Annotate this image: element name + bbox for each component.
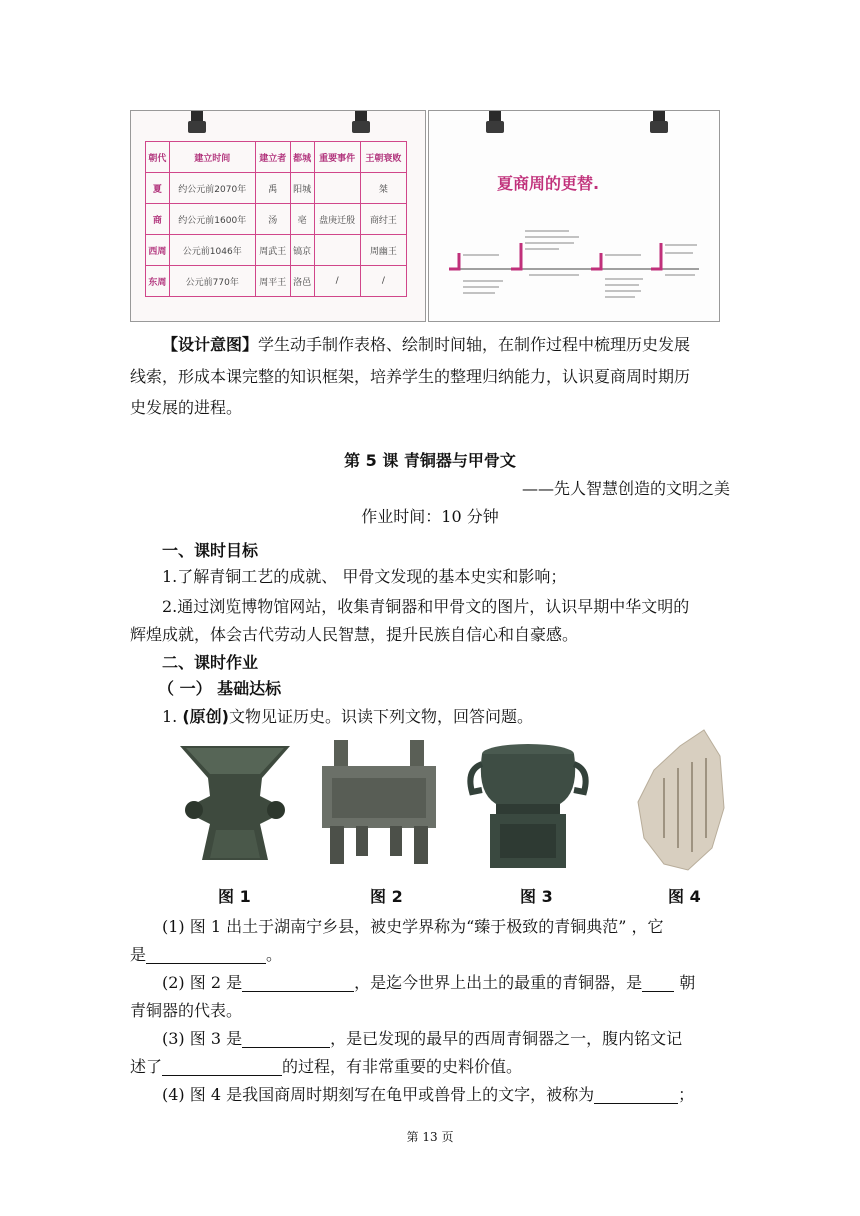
table-cell: 周幽王	[360, 235, 406, 266]
question-1b-mid: ，是迄今世界上出土的最重的青铜器，是	[354, 973, 643, 992]
design-intent	[162, 330, 732, 359]
table-cell: 洛邑	[290, 266, 314, 297]
binder-clip-icon	[191, 110, 203, 133]
design-intent-line1: 学生动手制作表格、绘制时间轴，在制作过程中梳理历史发展	[258, 335, 691, 354]
timeline-title: 夏商周的更替.	[497, 174, 600, 193]
table-cell: 亳	[290, 204, 314, 235]
question-1c-pre2: 述了	[130, 1057, 163, 1076]
question-1a-pre: 是	[130, 945, 147, 964]
question-1-number: 1.	[162, 707, 178, 726]
answer-blank-1b-1[interactable]	[242, 973, 354, 992]
binder-clip-icon	[653, 110, 665, 133]
question-1d-pre: (4) 图 4 是我国商周时期刻写在龟甲或兽骨上的文字，被称为	[162, 1085, 595, 1104]
page-number: 第 13 页	[406, 1130, 454, 1144]
figure-caption-1: 图 1	[218, 887, 251, 906]
table-row	[146, 173, 407, 204]
table-cell: 夏	[146, 173, 170, 204]
answer-blank-1a[interactable]	[146, 945, 266, 964]
table-cell: /	[314, 266, 360, 297]
question-1a-line2	[130, 940, 282, 969]
table-cell: 建立者	[255, 142, 290, 173]
question-1-intro	[162, 702, 533, 731]
figure-caption-3: 图 3	[520, 887, 553, 906]
table-cell: 东周	[146, 266, 170, 297]
lesson-title: 第 5 课 青铜器与甲骨文	[344, 451, 516, 470]
table-cell: 周平王	[255, 266, 290, 297]
goal-item-2-line2: 辉煌成就，体会古代劳动人民智慧，提升民族自信心和自豪感。	[130, 625, 579, 644]
design-intent-line3: 史发展的进程。	[130, 398, 243, 417]
figure-caption-4: 图 4	[668, 887, 701, 906]
figure-2-ding-vessel	[316, 738, 442, 866]
table-row	[146, 235, 407, 266]
timeline-drawing	[429, 211, 720, 322]
table-cell: 禹	[255, 173, 290, 204]
table-cell: 汤	[255, 204, 290, 235]
subsection-basic: （ 一） 基础达标	[158, 679, 282, 698]
answer-blank-1b-2[interactable]	[642, 973, 674, 992]
table-cell: 公元前1046年	[169, 235, 255, 266]
section-heading-goals: 一、课时目标	[162, 541, 259, 560]
table-row	[146, 266, 407, 297]
question-1c-line1	[162, 1024, 682, 1053]
table-row	[146, 142, 407, 173]
binder-clip-icon	[355, 110, 367, 133]
table-cell: 商	[146, 204, 170, 235]
table-cell: 王朝衰败	[360, 142, 406, 173]
lesson-subtitle: ——先人智慧创造的文明之美	[521, 479, 730, 498]
handwritten-table	[145, 141, 407, 297]
figure-3-gui-vessel	[466, 740, 590, 870]
table-cell: 西周	[146, 235, 170, 266]
question-1c-mid: ，是已发现的最早的西周青铜器之一，腹内铭文记	[330, 1029, 683, 1048]
answer-blank-1c-1[interactable]	[242, 1029, 330, 1048]
question-1-text: 文物见证历史。识读下列文物，回答问题。	[229, 707, 534, 726]
figure-caption-2: 图 2	[370, 887, 403, 906]
question-1b-pre: (2) 图 2 是	[162, 973, 243, 992]
table-cell: 建立时间	[169, 142, 255, 173]
question-1a-line1: (1) 图 1 出土于湖南宁乡县，被史学界称为“臻于极致的青铜典范” ，它	[162, 917, 664, 936]
table-cell: 重要事件	[314, 142, 360, 173]
table-cell: 都城	[290, 142, 314, 173]
table-cell	[314, 173, 360, 204]
question-1c-pre: (3) 图 3 是	[162, 1029, 243, 1048]
figure-4-oracle-bone	[634, 728, 726, 872]
binder-clip-icon	[489, 110, 501, 133]
goal-item-1: 1.了解青铜工艺的成就、 甲骨文发现的基本史实和影响；	[162, 567, 567, 586]
question-1c-post2: 的过程，有非常重要的史料价值。	[282, 1057, 523, 1076]
design-intent-label: 【设计意图】	[162, 335, 259, 354]
photo-handwritten-table	[130, 110, 426, 322]
answer-blank-1d[interactable]	[594, 1085, 678, 1104]
table-cell: 公元前770年	[169, 266, 255, 297]
table-cell: 镐京	[290, 235, 314, 266]
question-1d-end: ；	[678, 1085, 695, 1104]
question-1b-line1	[162, 968, 734, 997]
question-1b-end: 朝	[679, 973, 696, 992]
homework-time: 作业时间：10 分钟	[361, 507, 499, 526]
original-tag: (原创)	[182, 707, 229, 726]
table-cell: 盘庚迁殷	[314, 204, 360, 235]
question-1b-line2: 青铜器的代表。	[130, 1001, 243, 1020]
table-row	[146, 204, 407, 235]
question-1a-post: 。	[266, 945, 283, 964]
answer-blank-1c-2[interactable]	[162, 1057, 282, 1076]
question-1c-line2	[130, 1052, 522, 1081]
question-1d-line1	[162, 1080, 694, 1109]
table-cell: /	[360, 266, 406, 297]
table-cell	[314, 235, 360, 266]
table-cell: 阳城	[290, 173, 314, 204]
table-cell: 约公元前2070年	[169, 173, 255, 204]
table-cell: 周武王	[255, 235, 290, 266]
goal-item-2-line1: 2.通过浏览博物馆网站，收集青铜器和甲骨文的图片，认识早期中华文明的	[162, 597, 690, 616]
photo-timeline	[428, 110, 720, 322]
section-heading-homework: 二、课时作业	[162, 653, 259, 672]
table-cell: 商纣王	[360, 204, 406, 235]
figure-1-zun-vessel	[176, 740, 294, 864]
table-cell: 约公元前1600年	[169, 204, 255, 235]
table-cell: 朝代	[146, 142, 170, 173]
table-cell: 桀	[360, 173, 406, 204]
design-intent-line2: 线索，形成本课完整的知识框架，培养学生的整理归纳能力，认识夏商周时期历	[130, 367, 691, 386]
